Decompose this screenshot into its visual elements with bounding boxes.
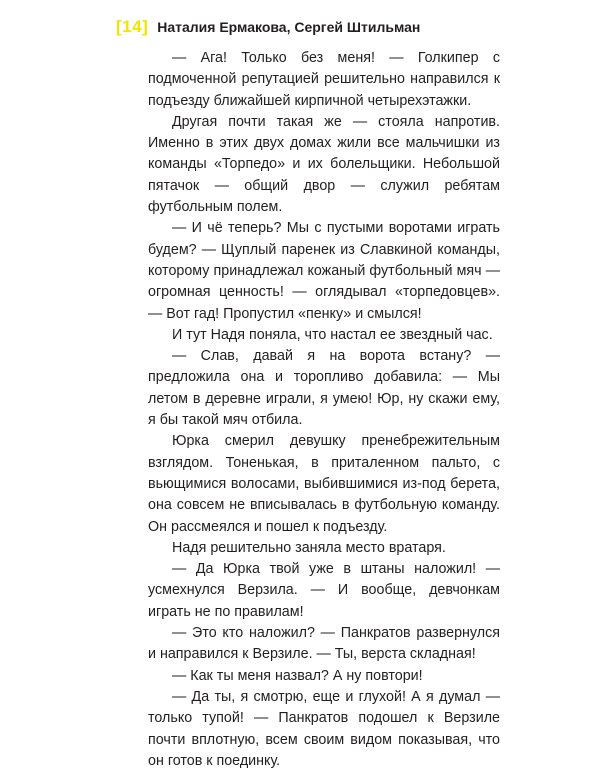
paragraph: Надя решительно заняла место вратаря.: [172, 539, 446, 556]
paragraph: — Да ты, я смотрю, еще и глухой! А я думал — только тупой! — Панкратов подошел к Верзиле почти вплотную, всем своим видом показывая, что он готов к поединку.: [148, 688, 500, 769]
paragraph: — Слав, давай я на ворота встану? — предложила она и торопливо добавила: — Мы летом в деревне играли, я умею! Юр, ну скажи ему, я бы такой мяч отбила.: [148, 348, 500, 429]
paragraph: — Это кто наложил? — Панкратов развернулся и направился к Верзиле. — Ты, верста складная!: [148, 625, 500, 663]
page-number: [14]: [116, 17, 149, 36]
paragraph: Юрка смерил девушку пренебрежительным взглядом. Тоненькая, в приталенном пальто, с вьющимися волосами, выбившимися из-под берета, она совсем не вписывалась в футбольную команду. Он рассмеялся и пошел к подъезду.: [148, 433, 500, 535]
paragraph: — Да Юрка твой уже в штаны наложил! — усмехнулся Верзила. — И вообще, девчонкам играть не по правилам!: [148, 561, 500, 620]
running-header: [116, 17, 420, 37]
paragraph: Другая почти такая же — стояла напротив. Именно в этих двух домах жили все мальчишки из команды «Торпедо» и их болельщики. Небольшой пятачок — общий двор — служил ребятам футбольным полем.: [148, 113, 500, 216]
running-header-authors: Наталия Ермакова, Сергей Штильман: [157, 19, 421, 35]
paragraph: — Ага! Только без меня! — Голкипер с подмоченной репутацией решительно направился к подъезду ближайшей кирпичной четырехэтажки.: [148, 50, 500, 109]
paragraph: — И чё теперь? Мы с пустыми воротами играть будем? — Щуплый паренек из Славкиной команды, которому принадлежал кожаный футбольный мяч — огромная ценность! — оглядывал «торпедовцев». — Вот гад! Пропустил «пенку» и смылся!: [148, 220, 500, 322]
body-text: [148, 48, 500, 772]
paragraph: — Как ты меня назвал? А ну повтори!: [172, 667, 423, 684]
paragraph: И тут Надя поняла, что настал ее звездный час.: [172, 326, 493, 343]
